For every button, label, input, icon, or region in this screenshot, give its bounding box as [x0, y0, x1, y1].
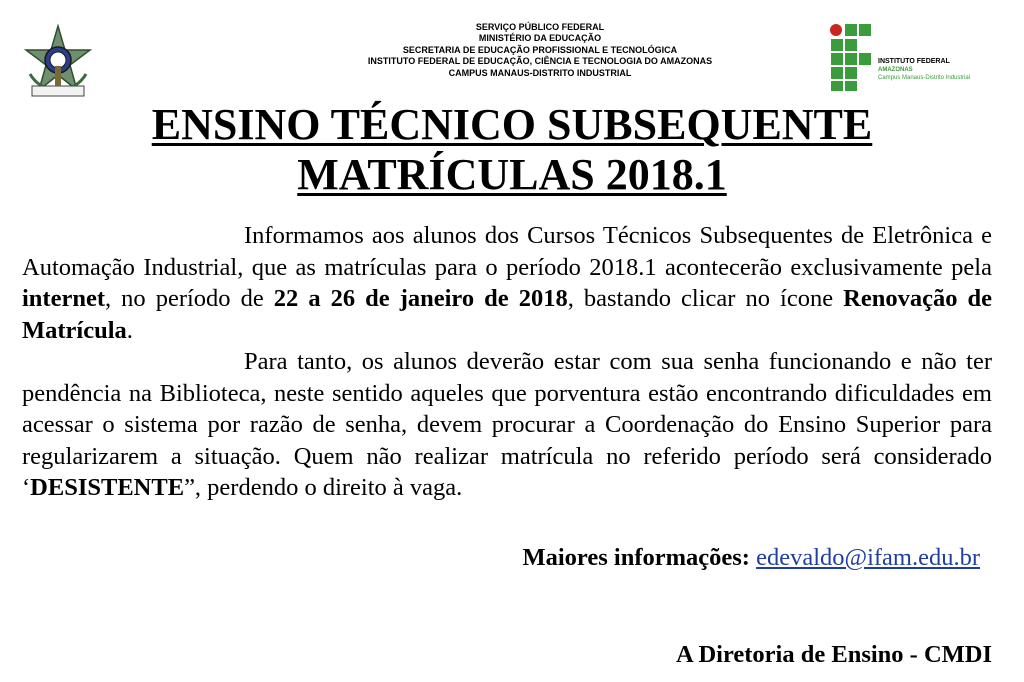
page-title — [0, 100, 1024, 200]
announcement-body — [22, 220, 992, 504]
institution-header — [300, 22, 780, 79]
ifam-logo-text — [878, 58, 970, 82]
header-line: CAMPUS MANAUS-DISTRITO INDUSTRIAL — [448, 67, 632, 78]
logo-campus: Campus Manaus-Distrito Industrial — [878, 75, 971, 81]
signature: A Diretoria de Ensino - CMDI — [676, 641, 992, 668]
header-line: INSTITUTO FEDERAL DE EDUCAÇÃO, CIÊNCIA E TECNOLOGIA DO AMAZONAS — [367, 56, 713, 67]
header-line: SECRETARIA DE EDUCAÇÃO PROFISSIONAL E TECNOLÓGICA — [402, 44, 678, 55]
header-line: SERVIÇO PÚBLICO FEDERAL — [475, 22, 605, 32]
bold-desistente: DESISTENTE — [30, 474, 185, 501]
paragraph-requirements — [22, 346, 992, 504]
bold-dates: 22 a 26 de janeiro de 2018 — [273, 285, 568, 312]
title-line-2: MATRÍCULAS 2018.1 — [297, 150, 727, 199]
bold-internet: internet — [22, 285, 105, 312]
logo-institute: INSTITUTO FEDERAL — [878, 58, 950, 65]
text-span: Para tanto, os alunos deverão estar com sua senha funcionando e não ter pendência na Biblioteca, neste sentido aqueles que porventura estão encontrando dificuldades em acessar o sistema por razão de senha, devem procurar a Coordenação do Ensino Superior para regularizarem a situação. Quem não realizar matrícula no referido período será considerado ‘ — [22, 348, 992, 501]
text-span: , bastando clicar no ícone — [567, 285, 844, 312]
contact-info — [522, 542, 980, 574]
contact-label: Maiores informações: — [522, 544, 750, 571]
brazil-coat-of-arms-icon — [18, 22, 98, 102]
text-span: ”, perdendo o direito à vaga. — [184, 474, 463, 501]
text-span: Informamos aos alunos dos Cursos Técnicos Subsequentes de Eletrônica e Automação Industrial, que as matrículas para o período 2018.1 acontecerão exclusivamente pela — [22, 222, 992, 281]
bold-renewal: Renovação de Matrícula — [22, 285, 992, 344]
text-span: . — [126, 316, 133, 344]
header-line: MINISTÉRIO DA EDUCAÇÃO — [478, 33, 602, 44]
title-line-1: ENSINO TÉCNICO SUBSEQUENTE — [151, 100, 873, 149]
text-span: , no período de — [105, 285, 274, 312]
paragraph-enrollment — [22, 220, 992, 346]
contact-email-link[interactable]: edevaldo@ifam.edu.br — [756, 544, 980, 571]
logo-state: AMAZONAS — [878, 67, 913, 73]
